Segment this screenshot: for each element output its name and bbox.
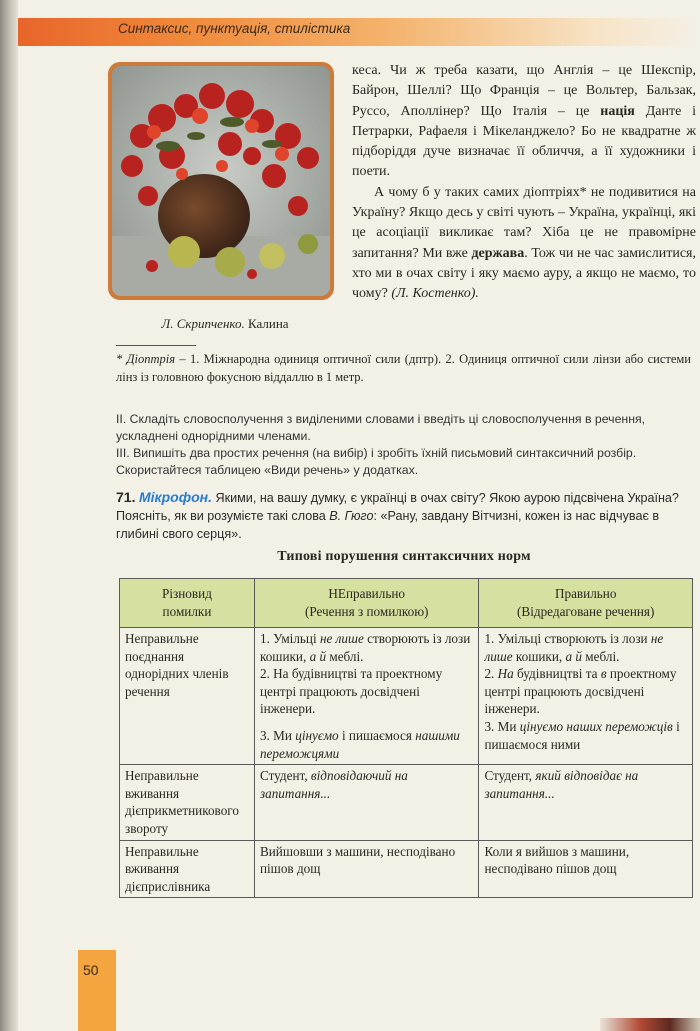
next-page-edge <box>600 1018 700 1031</box>
row1-error-type: Неправильне поєднання однорідних членів речення <box>120 628 255 765</box>
tasks-block <box>116 411 694 479</box>
running-header-title: Синтаксис, пунктуація, стилістика <box>118 21 351 36</box>
r1w1-a: 1. Умільці <box>259 631 320 646</box>
exercise-text-b: : «Рану, завдану Вітчизні, кожен із нас відчуває в глибині свого серця». <box>116 509 660 541</box>
r1w3-a: 3. Ми <box>259 727 296 743</box>
r1r3-i1: цінуємо наших переможців <box>519 718 673 734</box>
header-incorrect <box>254 579 478 628</box>
task-3: ІІІ. Випишіть два простих речення (на вибір) і зробіть їхній письмовий синтаксичний розбір. Скористайтеся таблицею «Види речень» у додатках. <box>116 446 637 477</box>
figure-caption <box>120 316 330 332</box>
footnote-term: * Діоптрія <box>116 352 176 366</box>
main-text-column <box>352 61 696 305</box>
r1w1-b: створюють із лози кошики, <box>259 631 471 664</box>
painting-still-life-illustration <box>112 66 330 296</box>
r1r2-c: проектному центрі працюють досвідчені інженери. <box>484 666 677 717</box>
row2-correct <box>479 765 693 840</box>
r1r1-b: кошики, <box>512 648 566 664</box>
exercise-71 <box>116 488 692 543</box>
exercise-number: 71. <box>116 489 136 505</box>
r1r1-i1: не лише <box>484 631 664 664</box>
syntax-norms-table <box>119 578 693 898</box>
r1w3-i1: цінуємо <box>295 727 339 743</box>
table-header-row <box>120 579 693 628</box>
r1r3-b: і пишаємося ними <box>484 718 680 752</box>
paragraph-1-text-c: Данте і Петрарки, Рафаеля і Мікеланджело? Бо не квадратне ж підборіддя дуче визначає її обличчя, а її художники і поети. <box>352 103 696 180</box>
exercise-label: Мікрофон. <box>138 489 213 505</box>
painting-image <box>108 62 334 300</box>
r1r2-b: будівництві та <box>513 666 601 682</box>
header-incorrect-line2: (Речення з помилкою) <box>304 604 429 619</box>
r1r2-a: 2. <box>484 666 498 682</box>
exercise-text-a: Якими, на вашу думку, є українці в очах світу? Якою аурою підсвічена Україна? Поясніть, як ви розумієте такі слова <box>116 491 679 523</box>
header-correct-line1: Правильно <box>554 586 617 601</box>
row3-correct: Коли я вийшов з машини, несподівано пішов дощ <box>479 840 693 898</box>
exercise-author: В. Гюго <box>329 509 374 523</box>
r1r1-i2: а й <box>565 648 582 664</box>
r1w1-i2: а й <box>309 648 327 664</box>
table-row <box>120 628 693 765</box>
r1w3-b: і пишаємося <box>338 727 416 743</box>
paragraph-1-text-a: кеса. Чи ж треба казати, що Англія – це Шекспір, Байрон, Шеллі? Що Франція – це Вольтер, Бальзак, Руссо, Аполлінер? Що Італія – це <box>352 63 696 119</box>
footnote <box>116 350 691 386</box>
row3-error-type: Неправильне вживання дієприслівника <box>120 840 255 898</box>
caption-title: Калина <box>248 316 289 331</box>
r2r-a: Студент, <box>484 768 536 784</box>
quote-source: (Л. Костенко). <box>391 286 479 302</box>
row1-incorrect-2: 2. На будівництві та проектному центрі працюють досвідчені інженери. <box>259 666 443 717</box>
row1-incorrect <box>254 628 478 765</box>
r1r2-i1: На <box>497 666 514 682</box>
paragraph-2-text-c: . Тож чи не час замислитися, хто ми в очах світу і яку маємо ауру, а якщо не маємо, то чому? <box>352 245 696 302</box>
table-title: Типові порушення синтаксичних норм <box>277 549 531 564</box>
footnote-text: – 1. Міжнародна одиниця оптичної сили (дптр). 2. Одиниця оптичної сили лінзи або системи лінз із головною фокусною віддаллю в 1 метр. <box>116 352 691 384</box>
page-binding-edge <box>0 0 18 1031</box>
paragraph-2 <box>352 183 696 305</box>
r1w1-i1: не лише <box>319 631 364 646</box>
r2r-i: який відповідає на запитання... <box>484 768 639 801</box>
r1r2-i2: в <box>600 666 607 682</box>
r1w1-c: меблі. <box>326 648 364 664</box>
table-row <box>120 840 693 898</box>
header-incorrect-line1: НЕправильно <box>328 586 405 601</box>
header-error-type-line2: помилки <box>162 604 212 619</box>
header-error-type-line1: Різновид <box>162 586 212 601</box>
r1r3-a: 3. Ми <box>484 718 520 734</box>
r1w3-i2: нашими переможцями <box>259 727 460 761</box>
page-number: 50 <box>83 962 99 978</box>
header-correct <box>479 579 693 628</box>
paragraph-2-text-a: А чому б у таких самих діоптріях* не подивитися на Україну? Якщо десь у світі чують – Україна, українці, які це асоціації викликає там? Хіба це не правомірне запитання? Ми вже <box>352 184 696 261</box>
footnote-divider <box>116 345 196 346</box>
row2-error-type: Неправильне вживання дієприкметникового звороту <box>120 765 255 840</box>
highlighted-word-natsiia: нація <box>600 103 635 119</box>
table-row <box>120 765 693 840</box>
row1-incorrect-3 <box>260 727 473 762</box>
row1-correct-3 <box>484 718 687 753</box>
r2w-a: Студент, <box>259 768 311 784</box>
paragraph-1 <box>352 61 696 183</box>
row1-correct <box>479 628 693 765</box>
r1r1-a: 1. Умільці створюють із лози <box>484 631 651 646</box>
caption-author: Л. Скрипченко. <box>161 316 245 331</box>
header-error-type <box>120 579 255 628</box>
row2-incorrect <box>254 765 478 840</box>
header-correct-line2: (Відредаговане речення) <box>517 604 655 619</box>
r2w-i: відповідаючий на запитання... <box>259 768 408 801</box>
row1-incorrect-1 <box>260 630 473 665</box>
r1r1-c: меблі. <box>581 648 620 664</box>
highlighted-word-derzhava: держава <box>471 245 525 261</box>
task-2: ІІ. Складіть словосполучення з виділеними словами і введіть ці словосполучення в речення, ускладнені однорідними членами. <box>116 412 646 443</box>
row3-incorrect: Вийшовши з машини, несподівано пішов дощ <box>254 840 478 898</box>
row1-correct-2 <box>484 665 687 718</box>
row1-correct-1 <box>484 630 687 665</box>
